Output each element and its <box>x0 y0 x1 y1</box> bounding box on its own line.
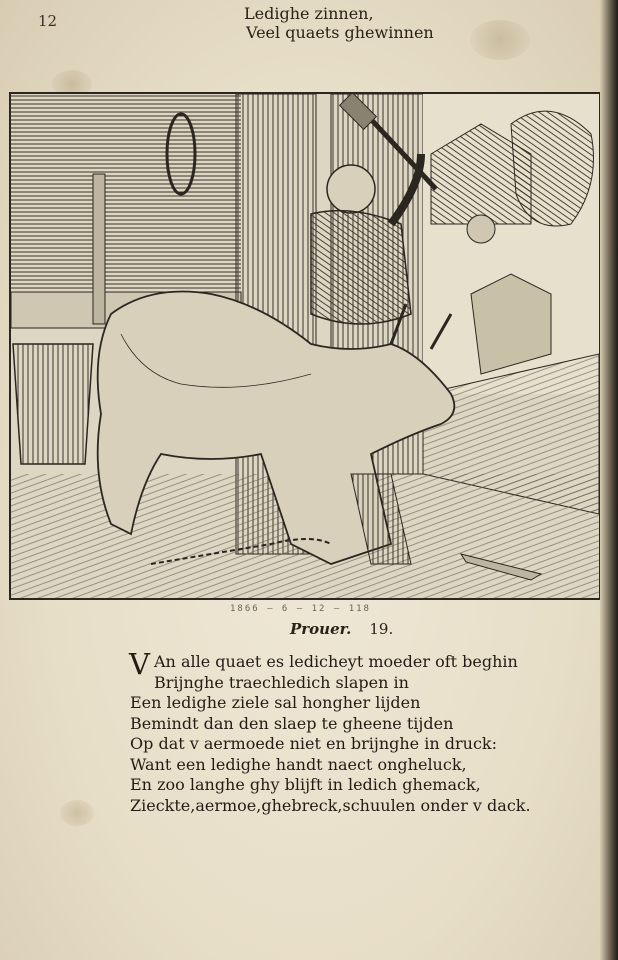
engraving-plate <box>9 92 601 600</box>
verse-line-6: Want een ledighe handt naect ongheluck, <box>130 754 467 774</box>
paper-stain <box>60 800 94 826</box>
tree <box>511 111 594 226</box>
page-number: 12 <box>38 12 58 30</box>
verse-line-7: En zoo langhe ghy blijft in ledich ghemack, <box>130 775 481 794</box>
motto-line-1: Ledighe zinnen, <box>244 4 374 23</box>
farmer-body <box>311 211 411 324</box>
scripture-reference <box>290 620 393 638</box>
verse-block <box>129 647 550 816</box>
book-gutter <box>600 0 618 960</box>
distant-ploughman <box>467 215 495 243</box>
reference-chapter: 19. <box>369 620 394 638</box>
library-stamp: 1866 — 6 — 12 — 118 <box>230 604 371 614</box>
wooden-tool <box>93 174 105 324</box>
drop-cap: V <box>129 647 150 681</box>
paper-stain <box>470 20 530 60</box>
farmer-head <box>327 165 375 213</box>
verse-line-2: Brijnghe traechledich slapen in <box>154 672 409 692</box>
verse-line-1-text: An alle quaet es ledicheyt moeder oft beghin <box>154 652 518 671</box>
verse-line-4: Bemindt dan den slaep te gheene tijden <box>130 713 454 733</box>
wooden-wall <box>11 94 241 304</box>
verse-line-3: Een ledighe ziele sal hongher lijden <box>130 693 421 712</box>
verse-line-1 <box>129 647 550 681</box>
verse-line-8: Zieckte,aermoe,ghebreck,schuulen onder v dack. <box>130 795 531 815</box>
verse-line-5: Op dat v aermoede niet en brijnghe in druck: <box>130 734 497 753</box>
engraving-illustration <box>11 94 599 598</box>
emblem-motto <box>244 4 454 42</box>
motto-line-2: Veel quaets ghewinnen <box>246 23 434 42</box>
reference-book: Prouer. <box>290 620 352 638</box>
wooden-bucket <box>13 344 93 464</box>
